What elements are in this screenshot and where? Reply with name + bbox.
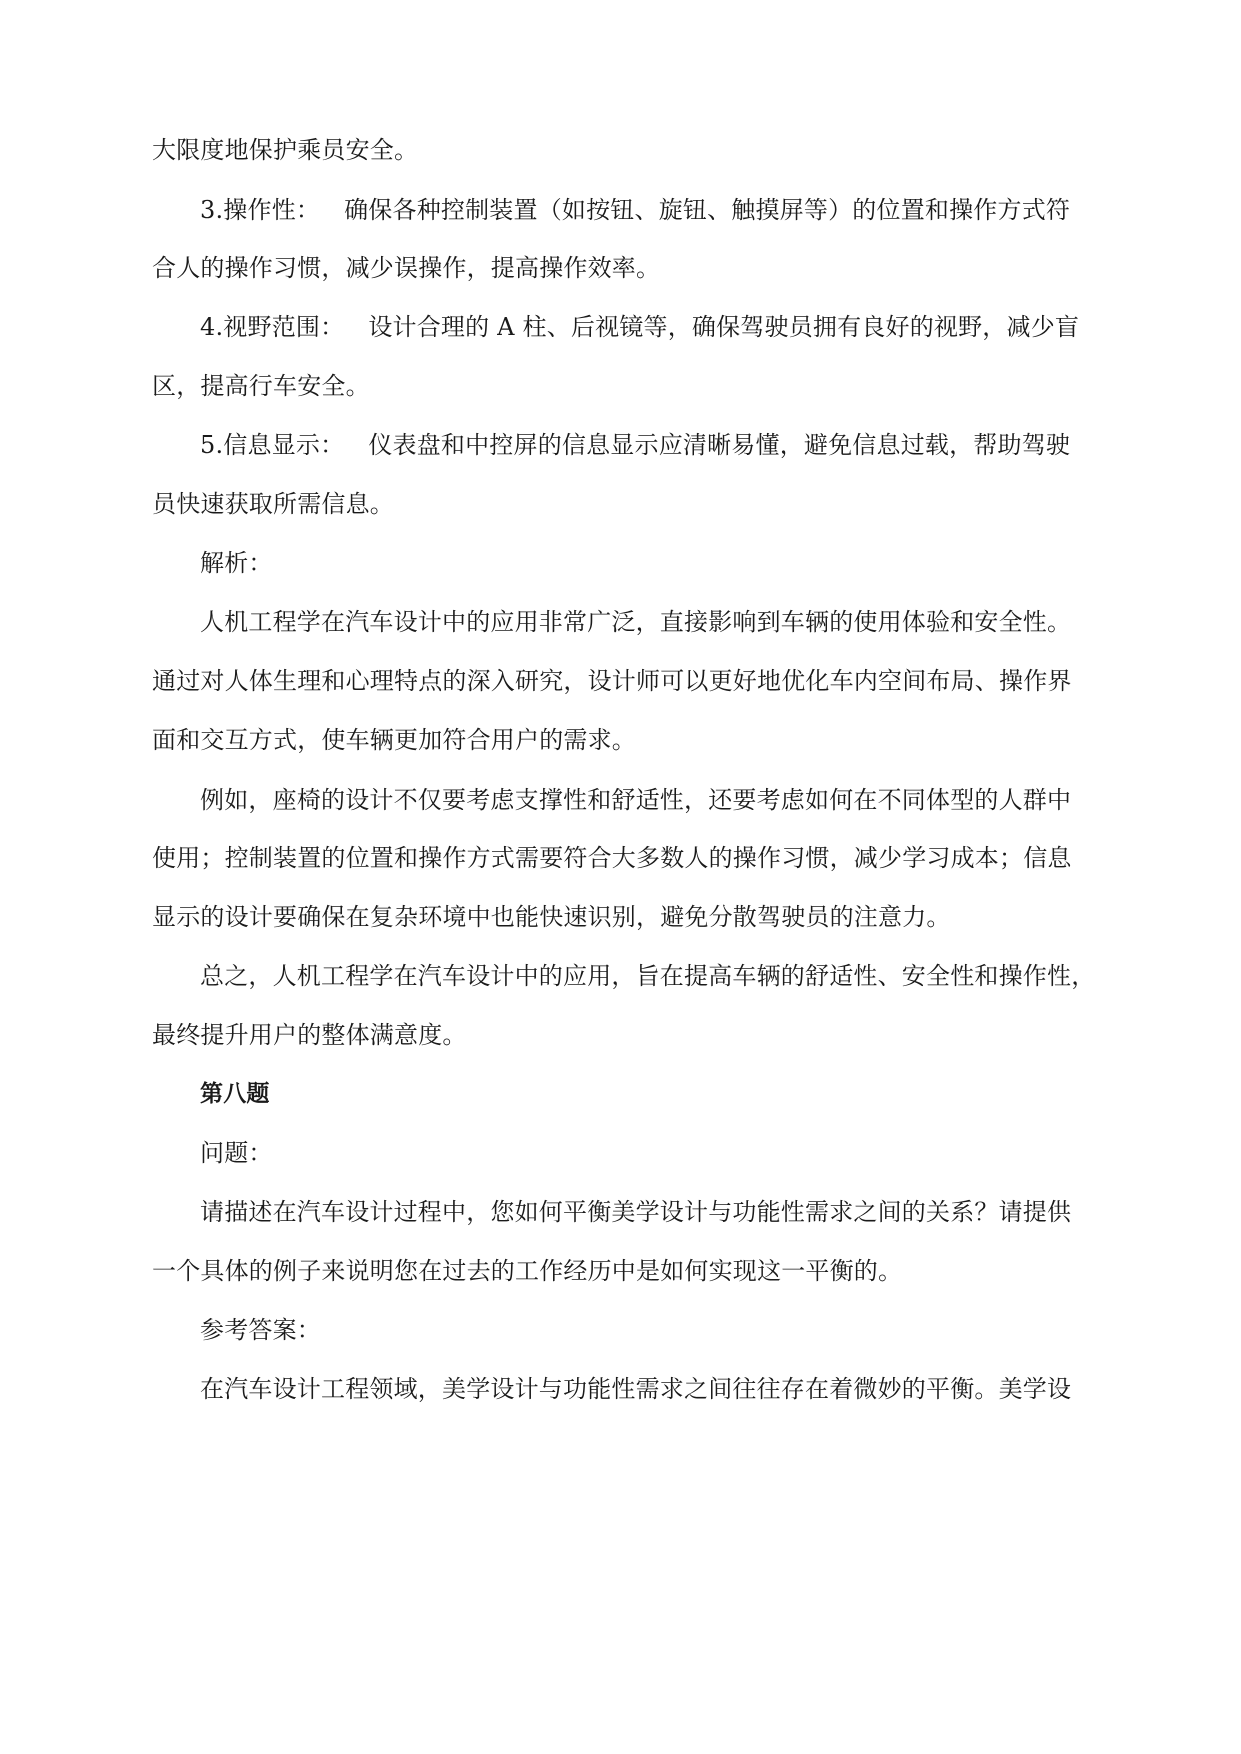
list-item-label: 4.视野范围： <box>200 313 345 341</box>
list-item-text: 仪表盘和中控屏的信息显示应清晰易懂，避免信息过载，帮助驾驶 <box>368 431 1071 459</box>
paragraph-line: 通过对人体生理和心理特点的深入研究，设计师可以更好地优化车内空间布局、操作界 <box>152 667 1072 695</box>
paragraph-line: 例如，座椅的设计不仅要考虑支撑性和舒适性，还要考虑如何在不同体型的人群中 <box>200 786 1072 814</box>
paragraph-line: 显示的设计要确保在复杂环境中也能快速识别，避免分散驾驶员的注意力。 <box>152 903 951 931</box>
question-heading: 第八题 <box>200 1081 270 1107</box>
section-label-analysis: 解析： <box>200 549 273 577</box>
paragraph-line: 使用；控制装置的位置和操作方式需要符合大多数人的操作习惯，减少学习成本；信息 <box>152 844 1072 872</box>
paragraph-line: 在汽车设计工程领域，美学设计与功能性需求之间往往存在着微妙的平衡。美学设 <box>200 1375 1072 1403</box>
list-item-text: 设计合理的 A 柱、后视镜等，确保驾驶员拥有良好的视野，减少盲 <box>368 313 1080 341</box>
paragraph-line: 最终提升用户的整体满意度。 <box>152 1021 467 1049</box>
paragraph-line: 区，提高行车安全。 <box>152 372 370 400</box>
paragraph-line: 员快速获取所需信息。 <box>152 490 394 518</box>
list-item-label: 3.操作性： <box>200 196 321 224</box>
section-label-reference-answer: 参考答案： <box>200 1316 321 1344</box>
list-item-operability <box>200 194 1092 226</box>
list-item-visibility <box>200 311 1092 343</box>
paragraph-line: 面和交互方式，使车辆更加符合用户的需求。 <box>152 726 636 754</box>
paragraph-line: 人机工程学在汽车设计中的应用非常广泛，直接影响到车辆的使用体验和安全性。 <box>200 608 1072 636</box>
list-item-text: 确保各种控制装置（如按钮、旋钮、触摸屏等）的位置和操作方式符 <box>344 196 1071 224</box>
list-item-label: 5.信息显示： <box>200 431 345 459</box>
list-item-info-display <box>200 429 1092 461</box>
section-label-question: 问题： <box>200 1139 273 1167</box>
paragraph-line: 大限度地保护乘员安全。 <box>152 136 419 164</box>
paragraph-line: 请描述在汽车设计过程中，您如何平衡美学设计与功能性需求之间的关系？请提供 <box>200 1198 1072 1226</box>
paragraph-line: 总之，人机工程学在汽车设计中的应用，旨在提高车辆的舒适性、安全性和操作性， <box>200 962 1096 990</box>
paragraph-line: 一个具体的例子来说明您在过去的工作经历中是如何实现这一平衡的。 <box>152 1257 903 1285</box>
paragraph-line: 合人的操作习惯，减少误操作，提高操作效率。 <box>152 254 661 282</box>
